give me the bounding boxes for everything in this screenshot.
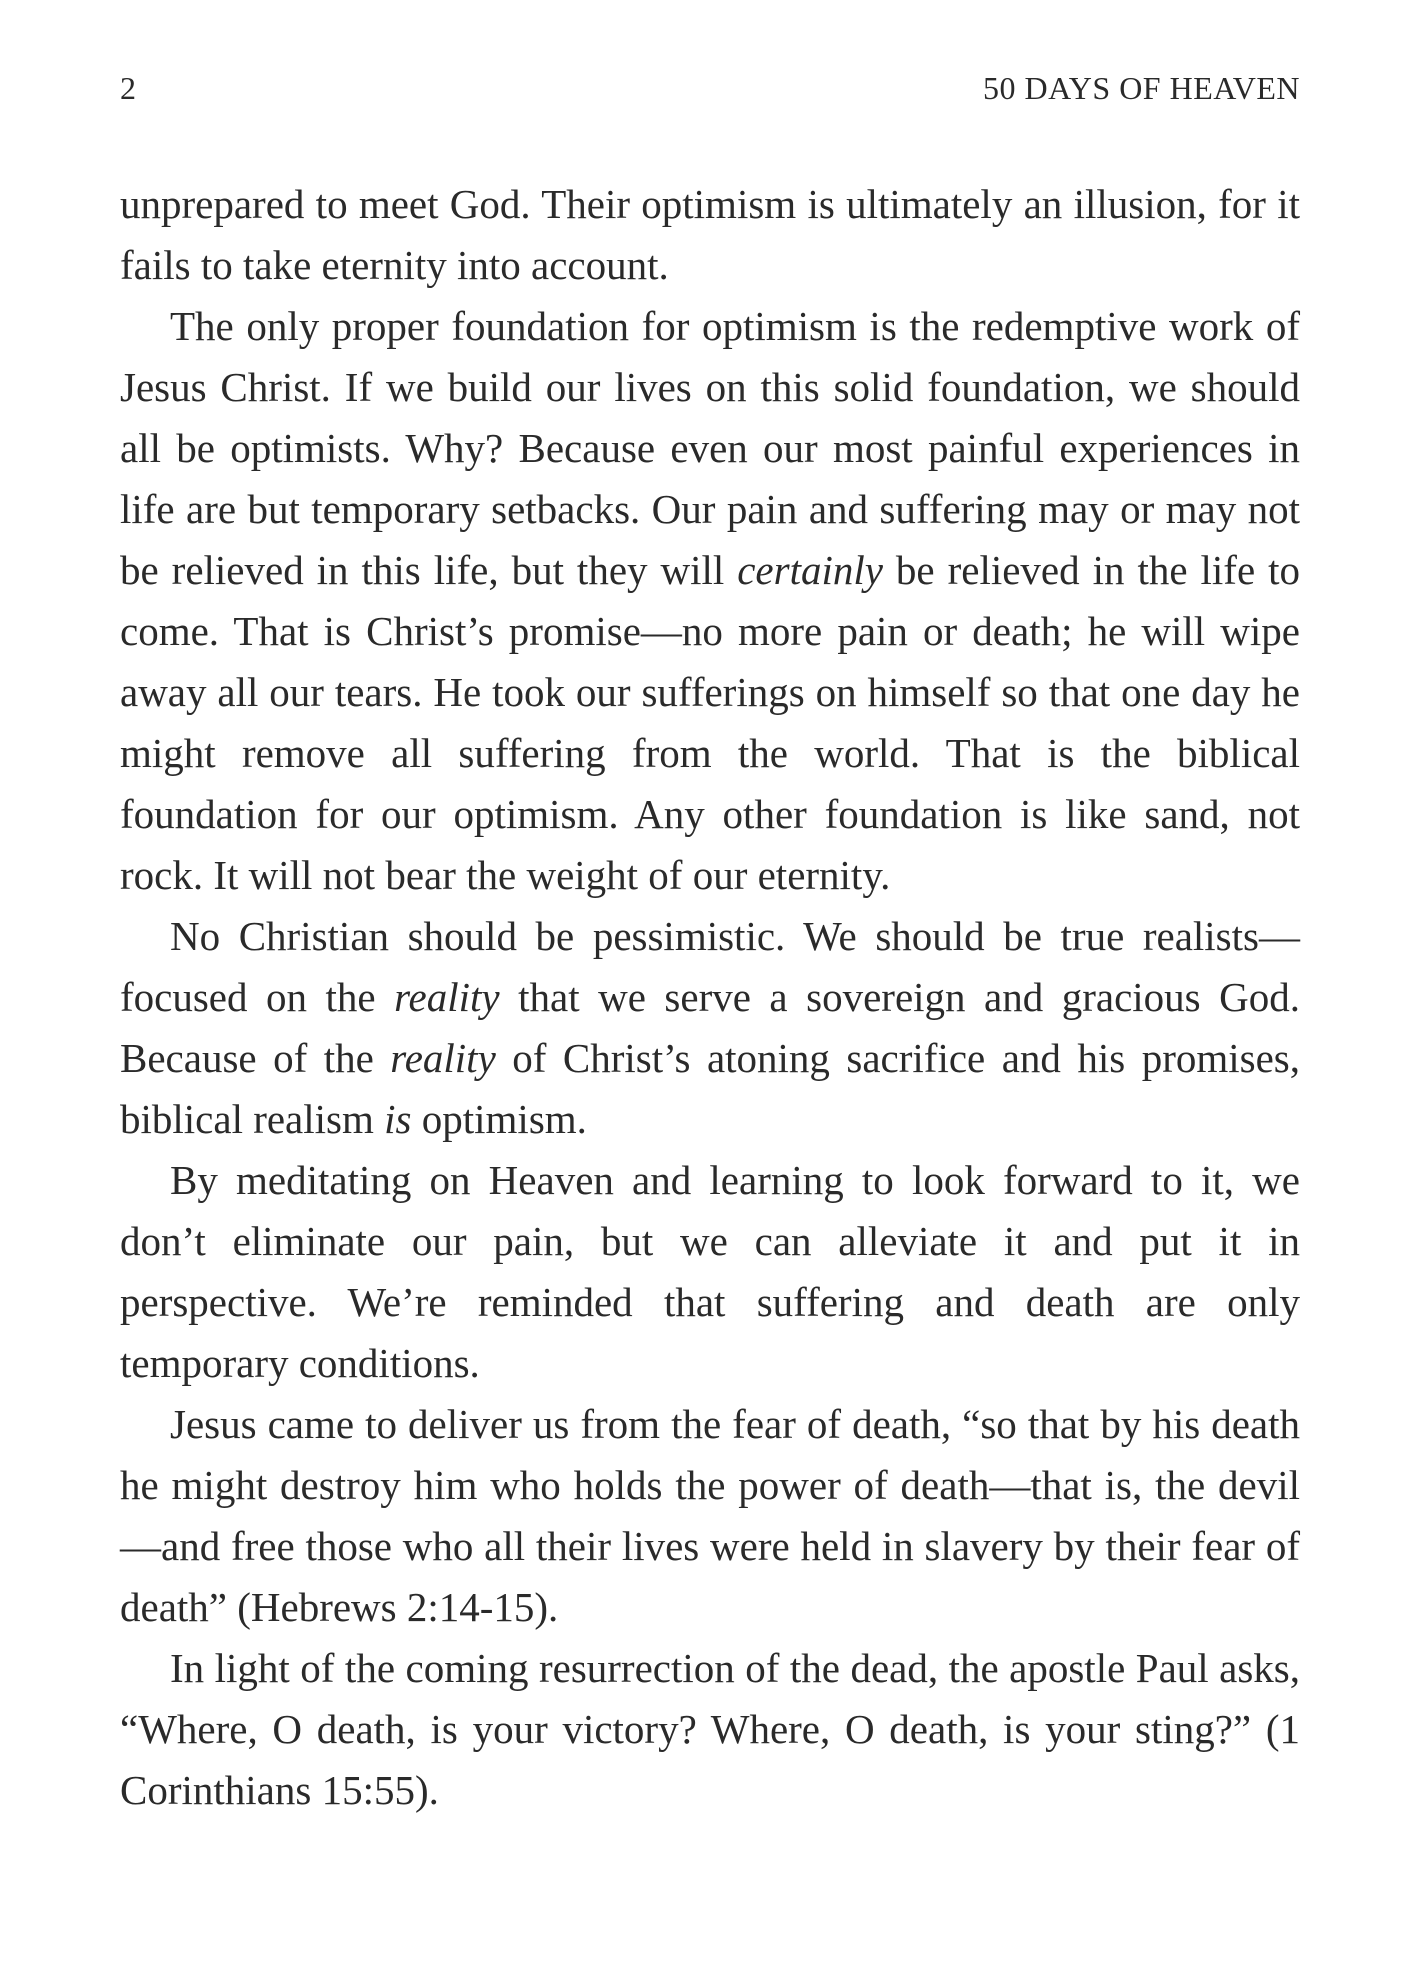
book-title: 50 DAYS OF HEAVEN (983, 70, 1300, 106)
paragraph-text: that we serve a sovereign and gracious God. Because of the (120, 974, 1300, 1081)
paragraph-text: The only proper foundation for optimism is the redemptive work of Jesus Christ. If we build our lives on this solid foundation, we should all be optimists. Why? Because even our most painful experiences in life are but temporary setbacks. Our pain and suffering may or may not be relieved in this life, but they will (120, 303, 1300, 593)
paragraph-text: Jesus came to deliver us from the fear of death, “so that by his death he might destroy him who holds the power of death—that is, the devil—and free those who all their lives were held in slavery by their fear of death” (Hebrews 2:14-15). (120, 1401, 1300, 1630)
paragraph (120, 1150, 1300, 1394)
paragraph-continued (120, 174, 1300, 296)
running-head (120, 70, 1300, 120)
paragraph (120, 1394, 1300, 1638)
page-number: 2 (120, 70, 137, 106)
paragraph-text: be relieved in the life to come. That is Christ’s promise—no more pain or death; he will wipe away all our tears. He took our sufferings on himself so that one day he might remove all suffering from the world. That is the biblical foundation for our optimism. Any other foundation is like sand, not rock. It will not bear the weight of our eternity. (120, 547, 1300, 898)
paragraph-text: By meditating on Heaven and learning to look forward to it, we don’t eliminate our pain, but we can alleviate it and put it in perspective. We’re reminded that suffering and death are only temporary conditions. (120, 1157, 1300, 1386)
paragraph-text: optimism. (411, 1096, 587, 1142)
emphasis-text: reality (390, 1035, 496, 1081)
emphasis-text: is (384, 1096, 412, 1142)
paragraph (120, 1638, 1300, 1821)
emphasis-text: certainly (737, 547, 883, 593)
paragraph (120, 296, 1300, 906)
paragraph-text: of Christ’s atoning sacrifice and his promises, biblical realism (120, 1035, 1300, 1142)
paragraph-text: unprepared to meet God. Their optimism is ultimately an illusion, for it fails to take eternity into account. (120, 181, 1300, 288)
paragraph (120, 906, 1300, 1150)
emphasis-text: reality (394, 974, 500, 1020)
body-text (120, 174, 1300, 1821)
paragraph-text: No Christian should be pessimistic. We should be true realists—focused on the (120, 913, 1300, 1020)
paragraph-text: In light of the coming resurrection of the dead, the apostle Paul asks, “Where, O death, is your victory? Where, O death, is your sting?” (1 Corinthians 15:55). (120, 1645, 1300, 1813)
